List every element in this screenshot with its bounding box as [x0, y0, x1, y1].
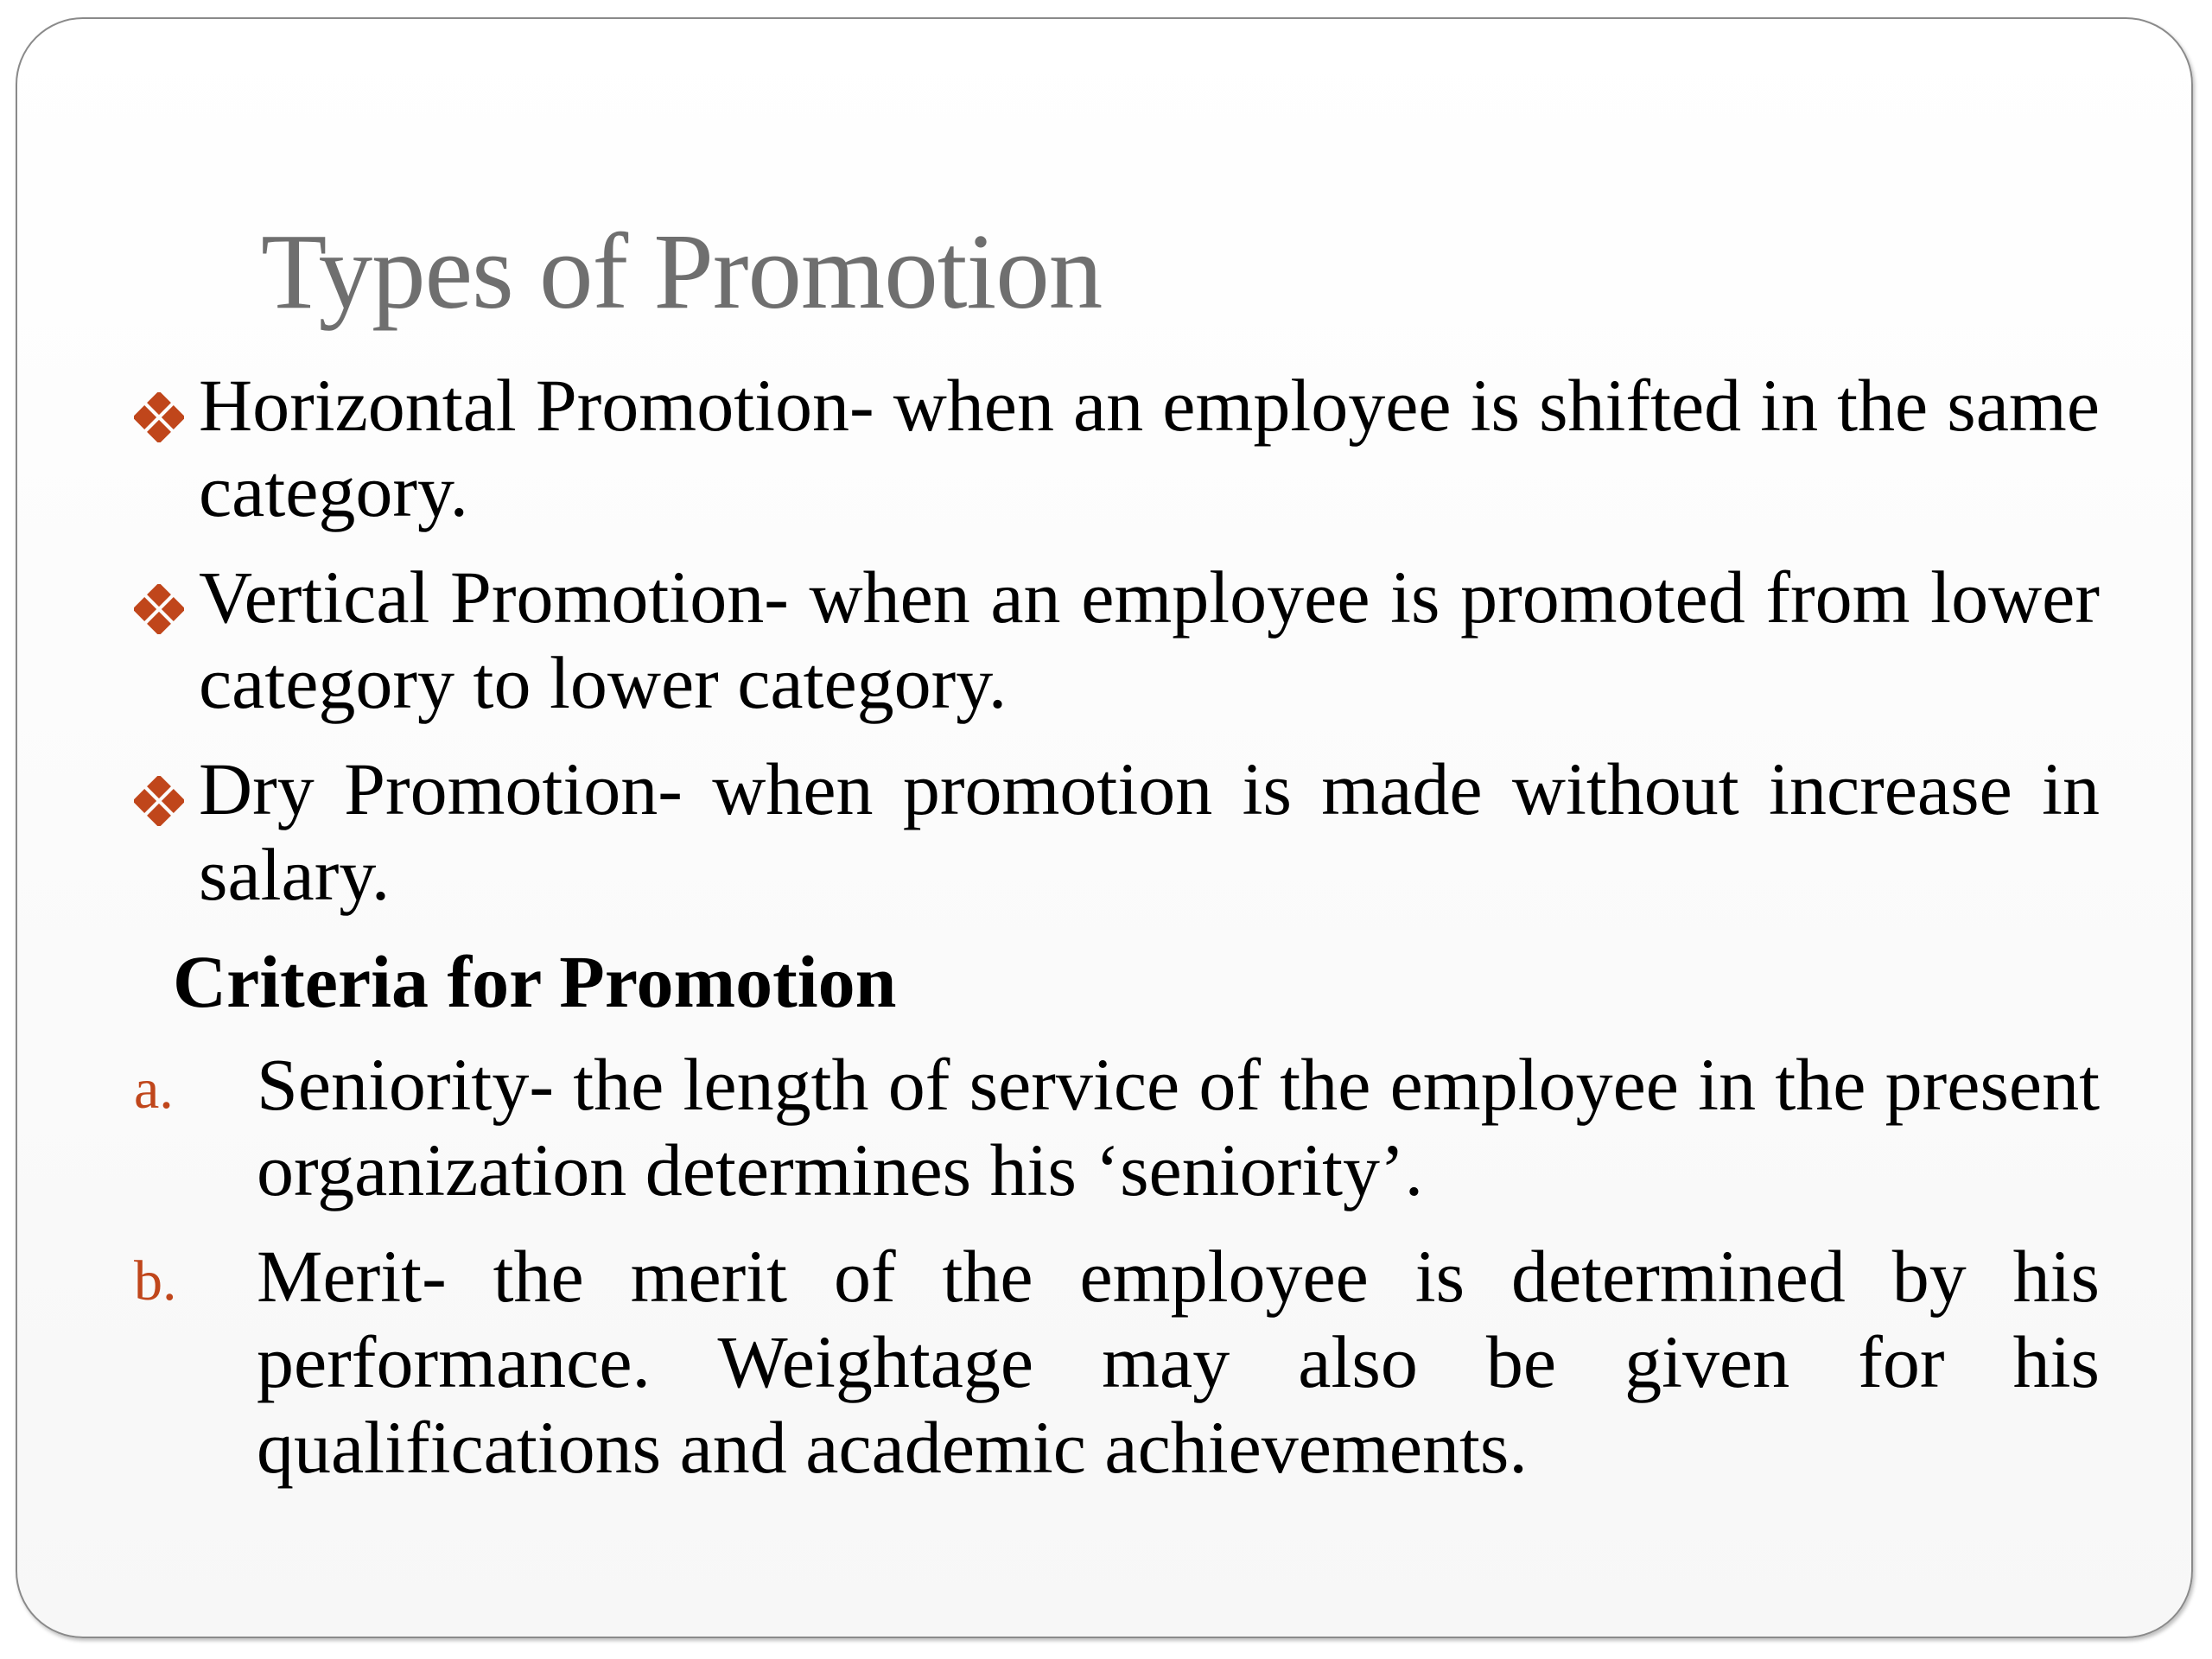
bullet-item-vertical — [134, 555, 2100, 726]
list-marker: b. — [134, 1249, 177, 1313]
diamond-bullet-icon — [134, 776, 184, 826]
criteria-text: Merit- the merit of the employee is determined by his performance. Weightage may also be given for his qualifications and academic achievements. — [257, 1235, 2100, 1489]
slide-title: Types of Promotion — [261, 213, 1103, 332]
bullet-item-dry — [134, 747, 2100, 918]
criteria-text: Seniority- the length of service of the employee in the present organization determines his ‘seniority’. — [257, 1043, 2100, 1211]
bullet-text: Horizontal Promotion- when an employee is shifted in the same category. — [199, 364, 2100, 532]
slide-content — [134, 363, 2100, 1511]
criteria-heading: Criteria for Promotion — [173, 940, 897, 1023]
slide-frame — [16, 17, 2193, 1638]
list-marker: a. — [134, 1058, 174, 1121]
criteria-item-merit — [134, 1234, 2100, 1491]
criteria-item-seniority — [134, 1042, 2100, 1213]
bullet-item-horizontal — [134, 363, 2100, 534]
diamond-bullet-icon — [134, 392, 184, 442]
bullet-text: Dry Promotion- when promotion is made without increase in salary. — [199, 747, 2100, 916]
diamond-bullet-icon — [134, 584, 184, 634]
bullet-text: Vertical Promotion- when an employee is promoted from lower category to lower category. — [199, 556, 2100, 724]
